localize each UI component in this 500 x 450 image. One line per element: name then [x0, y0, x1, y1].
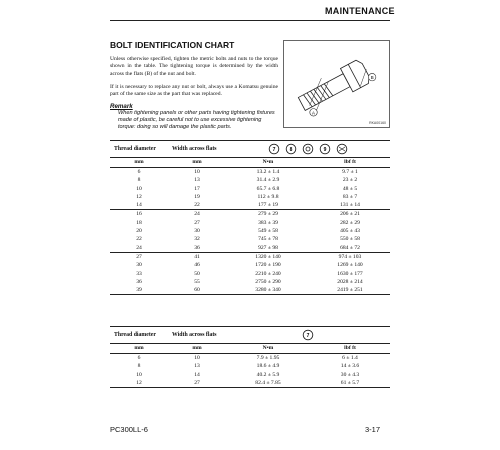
torque-nm-cell: 927 ± 98 — [258, 244, 278, 251]
torque-lbft-cell: 30 ± 4.3 — [340, 371, 360, 378]
width-across-flats-cell: 32 — [194, 236, 200, 243]
torque-nm-cell: 177 ± 19 — [258, 202, 278, 209]
torque-nm-cell: 82.4 ± 7.85 — [226, 379, 310, 388]
table-row — [110, 362, 390, 370]
torque-nm-cell: 383 ± 39 — [258, 219, 278, 226]
torque-lbft-cell: 9.7 ± 1 — [310, 168, 390, 177]
thread-diameter-cell: 14 — [136, 202, 142, 209]
torque-nm-cell: 745 ± 78 — [258, 236, 278, 243]
torque-lbft-cell: 6 ± 1.4 — [310, 354, 390, 363]
torque-lbft-cell: 974 ± 103 — [310, 252, 390, 261]
header-rule — [110, 20, 390, 21]
width-across-flats-cell: 41 — [168, 252, 226, 261]
table-row — [110, 270, 390, 278]
torque-nm-cell: 1320 ± 140 — [226, 252, 310, 261]
bolt-head-mark-icon — [268, 143, 280, 155]
unit-lbft: lbf ft — [344, 159, 356, 166]
unit-mm: mm — [192, 345, 202, 352]
dimension-a-label: A — [312, 110, 315, 116]
figure-code: RKA00160 — [369, 121, 386, 125]
table-row — [110, 193, 390, 201]
thread-diameter-cell: 36 — [136, 278, 142, 285]
bolt-head-marks-icons — [268, 143, 348, 155]
table-row — [110, 201, 390, 210]
width-across-flats-header: Width across flats — [168, 141, 226, 158]
intro-paragraph: Unless otherwise specified, tighten the metric bolts and nuts to the torque shown in the table. The tightening torque is determined by the width across the flats (B) of the nut and bolt. — [110, 56, 278, 77]
torque-lbft-cell: 14 ± 3.6 — [340, 363, 360, 370]
table-row — [110, 219, 390, 227]
table-row — [110, 168, 390, 177]
width-across-flats-cell: 13 — [194, 177, 200, 184]
torque-nm-cell: 279 ± 29 — [226, 210, 310, 219]
thread-diameter-cell: 33 — [136, 270, 142, 277]
torque-nm-cell: 2750 ± 290 — [255, 278, 281, 285]
svg-text:7: 7 — [306, 333, 310, 339]
remark-text: When tightening panels or other parts having tightening fixtures made of plastic, be careful not to use excessive tightening torque: doing so will damage the plastic parts. — [118, 110, 275, 130]
torque-table-standard — [110, 140, 390, 295]
thread-diameter-cell: 10 — [136, 371, 142, 378]
thread-diameter-cell: 6 — [110, 354, 168, 363]
thread-diameter-cell: 10 — [136, 185, 142, 192]
thread-diameter-header: Thread diameter — [110, 327, 168, 344]
svg-text:9: 9 — [323, 147, 327, 153]
width-across-flats-cell: 10 — [168, 354, 226, 363]
bolt-head-mark-icon — [319, 143, 331, 155]
torque-lbft-cell: 2419 ± 251 — [310, 286, 390, 295]
dimension-b-label: B — [370, 75, 374, 81]
thread-diameter-cell: 18 — [136, 219, 142, 226]
torque-lbft-cell: 48 ± 5 — [342, 185, 358, 192]
thread-diameter-cell: 27 — [110, 252, 168, 261]
thread-diameter-cell: 39 — [110, 286, 168, 295]
table-row — [110, 210, 390, 219]
bolt-illustration — [284, 41, 389, 127]
bolt-figure — [283, 40, 390, 128]
table-row — [110, 185, 390, 193]
table-row — [110, 261, 390, 269]
torque-nm-cell: 3280 ± 340 — [226, 286, 310, 295]
svg-text:8: 8 — [289, 147, 293, 153]
unit-lbft: lbf ft — [344, 345, 356, 352]
thread-diameter-cell: 30 — [136, 262, 142, 269]
torque-nm-cell: 112 ± 9.8 — [257, 193, 279, 200]
width-across-flats-cell: 14 — [194, 371, 200, 378]
width-across-flats-cell: 19 — [194, 193, 200, 200]
width-across-flats-cell: 24 — [168, 210, 226, 219]
bolt-head-mark-icon — [302, 329, 314, 341]
width-across-flats-header: Width across flats — [168, 327, 226, 344]
torque-nm-cell: 2210 ± 240 — [255, 270, 281, 277]
torque-lbft-cell: 550 ± 58 — [340, 236, 360, 243]
page-number: 3-17 — [365, 425, 381, 434]
thread-diameter-cell: 12 — [110, 379, 168, 388]
width-across-flats-cell: 50 — [194, 270, 200, 277]
torque-lbft-cell: 282 ± 29 — [340, 219, 360, 226]
table-row — [110, 252, 390, 261]
bolt-head-mark-icon — [302, 143, 314, 155]
bolt-head-mark-icon — [336, 143, 348, 155]
model-number: PC300LL-6 — [110, 425, 148, 434]
torque-nm-cell: 1720 ± 190 — [255, 262, 281, 269]
unit-mm: mm — [134, 159, 144, 166]
thread-diameter-cell: 24 — [136, 244, 142, 251]
torque-lbft-cell: 23 ± 2 — [342, 177, 358, 184]
unit-nm: N•m — [262, 159, 274, 166]
width-across-flats-cell: 13 — [194, 363, 200, 370]
svg-text:7: 7 — [272, 147, 276, 153]
table-row — [110, 278, 390, 286]
bolt-head-mark-icon — [285, 143, 297, 155]
thread-diameter-cell: 8 — [137, 177, 141, 184]
width-across-flats-cell: 22 — [194, 202, 200, 209]
table-row — [110, 176, 390, 184]
section-header: MAINTENANCE — [325, 6, 395, 16]
torque-nm-cell: 40.2 ± 5.9 — [256, 371, 280, 378]
torque-lbft-cell: 2028 ± 214 — [337, 278, 363, 285]
torque-lbft-cell: 405 ± 43 — [340, 228, 360, 235]
table-row — [110, 235, 390, 243]
torque-lbft-cell: 1630 ± 177 — [337, 270, 363, 277]
table-row — [110, 244, 390, 253]
width-across-flats-cell: 46 — [194, 262, 200, 269]
bolt-head-marks-icons — [302, 329, 314, 341]
width-across-flats-cell: 27 — [168, 379, 226, 388]
table-row — [110, 354, 390, 363]
torque-nm-cell: 549 ± 58 — [258, 228, 278, 235]
torque-lbft-cell: 83 ± 7 — [342, 193, 358, 200]
table-row — [110, 286, 390, 295]
thread-diameter-cell: 22 — [136, 236, 142, 243]
torque-lbft-cell: 61 ± 5.7 — [310, 379, 390, 388]
width-across-flats-cell: 30 — [194, 228, 200, 235]
thread-diameter-cell: 8 — [137, 363, 141, 370]
unit-mm: mm — [134, 345, 144, 352]
thread-diameter-cell: 20 — [136, 228, 142, 235]
page-title: BOLT IDENTIFICATION CHART — [110, 40, 235, 50]
thread-diameter-cell: 6 — [110, 168, 168, 177]
thread-diameter-header: Thread diameter — [110, 141, 168, 158]
table-row — [110, 379, 390, 388]
torque-lbft-cell: 684 ± 72 — [340, 244, 360, 251]
width-across-flats-cell: 55 — [194, 278, 200, 285]
width-across-flats-cell: 10 — [168, 168, 226, 177]
torque-nm-cell: 65.7 ± 6.8 — [256, 185, 280, 192]
remark-title: Remark — [110, 103, 133, 110]
width-across-flats-cell: 27 — [194, 219, 200, 226]
width-across-flats-cell: 60 — [168, 286, 226, 295]
thread-diameter-cell: 16 — [110, 210, 168, 219]
width-across-flats-cell: 36 — [194, 244, 200, 251]
torque-nm-cell: 18.6 ± 4.9 — [256, 363, 280, 370]
replacement-paragraph: If it is necessary to replace any nut or bolt, always use a Komatsu genuine part of the same size as the part that was replaced. — [110, 84, 278, 98]
unit-nm: N•m — [262, 345, 274, 352]
width-across-flats-cell: 17 — [194, 185, 200, 192]
torque-rows — [110, 168, 390, 295]
table-row — [110, 227, 390, 235]
thread-diameter-cell: 12 — [136, 193, 142, 200]
torque-nm-cell: 7.9 ± 1.95 — [226, 354, 310, 363]
torque-lbft-cell: 131 ± 14 — [340, 202, 360, 209]
torque-lbft-cell: 206 ± 21 — [310, 210, 390, 219]
unit-mm: mm — [192, 159, 202, 166]
torque-nm-cell: 31.4 ± 2.9 — [256, 177, 280, 184]
torque-rows — [110, 354, 390, 388]
torque-nm-cell: 13.2 ± 1.4 — [226, 168, 310, 177]
table-row — [110, 371, 390, 379]
torque-lbft-cell: 1269 ± 140 — [337, 262, 363, 269]
torque-table-split-flange — [110, 326, 390, 388]
